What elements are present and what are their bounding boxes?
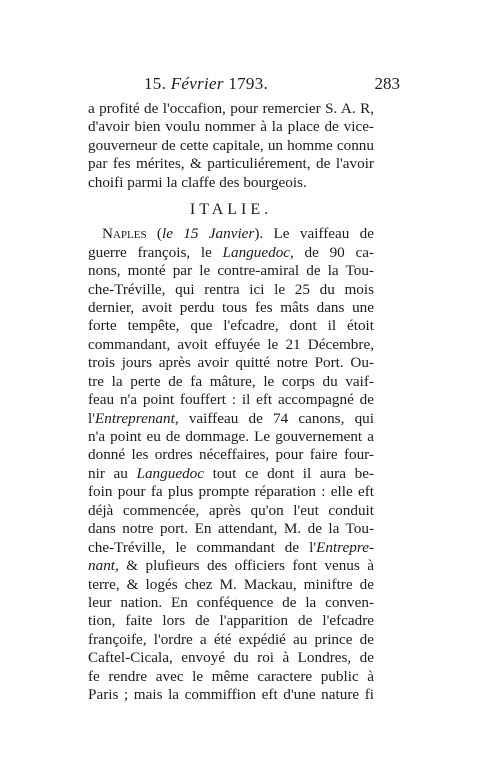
text-run: , & plufieurs des officiers font venus à (115, 557, 374, 575)
text-run: l' (88, 409, 95, 427)
section-heading: ITALIE. (189, 201, 273, 219)
dateline (88, 225, 374, 243)
text-run: che-Tréville, le commandant de l' (88, 538, 317, 556)
ship-name: Languedoc (222, 243, 291, 261)
text-line: nons, monté par le contre-amiral de la Tou- (88, 262, 374, 280)
text-line: gouverneur de cette capitale, un homme connu (88, 136, 374, 154)
ship-name: Entreprenant (94, 409, 175, 427)
text-line: déjà commencée, après qu'on l'eut conduit (88, 501, 374, 519)
dateline-date: le 15 Janvier (161, 225, 255, 243)
text-line: leur nation. En conféquence de la conven- (88, 593, 374, 611)
text-line: Caftel-Cicala, envoyé du roi à Londres, de (88, 649, 374, 667)
text-line: che-Tréville, qui rentra ici le 25 du mois (88, 280, 374, 298)
text-line (88, 539, 374, 557)
running-head-month: Février (170, 74, 224, 93)
running-head-date (144, 74, 268, 94)
text-line: Paris ; mais la commiffion eft d'une nature fi (88, 686, 374, 704)
body-text (88, 100, 374, 705)
page-header (88, 74, 400, 96)
dateline-open: ( (146, 225, 162, 243)
text-line: feau n'a point fouffert : il eft accompagné de (88, 391, 374, 409)
text-line: d'avoir bien voulu nommer à la place de vice- (88, 118, 374, 136)
text-run: , vaiffeau de 74 canons, qui (174, 409, 374, 427)
text-line: commandant, avoit effuyée le 21 Décembre, (88, 335, 374, 353)
text-line (88, 410, 374, 428)
ship-name: Entrepre- (316, 538, 374, 556)
ship-name: nant (88, 557, 116, 575)
text-line: n'a point eu de dommage. Le gouvernement a (88, 428, 374, 445)
dateline-place: Naples (102, 225, 147, 243)
text-line: tion, faite lors de l'apparition de l'efcadre (88, 612, 374, 630)
page-number: 283 (374, 74, 400, 93)
text-line: fe rendre avec le même caractere public à (88, 667, 374, 685)
text-run: , de 90 ca- (290, 243, 374, 261)
text-line: donné les ordres néceffaires, pour faire four- (88, 446, 374, 464)
text-run: tout ce dont il aura be- (204, 464, 374, 482)
text-line: choifi parmi la claffe des bourgeois. (88, 173, 307, 191)
running-head-day: 15. (144, 74, 171, 93)
text-line: forte tempête, que l'efcadre, dont il étoit (88, 317, 374, 335)
text-line: dans notre port. En attendant, M. de la Tou- (88, 520, 374, 538)
text-line: a profité de l'occafion, pour remercier S. A. R, (88, 100, 374, 117)
running-head-year: 1793. (223, 74, 269, 93)
text-line: françoife, l'ordre a été expédié au prince de (88, 630, 374, 648)
text-line (88, 244, 374, 262)
text-line: dernier, avoit perdu tous fes mâts dans une (88, 298, 374, 316)
text-line: trois jours après avoir quitté notre Port. Ou- (88, 354, 374, 372)
text-line: terre, & logés chez M. Mackau, miniftre de (88, 575, 374, 593)
text-line: tre la perte de fa mâture, le corps du vaif- (88, 372, 374, 390)
dateline-rest: Le vaiffeau de (263, 225, 374, 243)
text-line: foin pour fa plus prompte réparation : elle eft (88, 483, 374, 501)
text-run: nir au (88, 464, 137, 482)
text-line (88, 557, 374, 575)
ship-name: Languedoc (136, 464, 205, 482)
dateline-close: ). (254, 225, 264, 243)
text-run: guerre françois, le (88, 243, 223, 261)
text-line (88, 465, 374, 483)
text-line: par fes mérites, & particuliérement, de l'avoir (88, 155, 374, 173)
